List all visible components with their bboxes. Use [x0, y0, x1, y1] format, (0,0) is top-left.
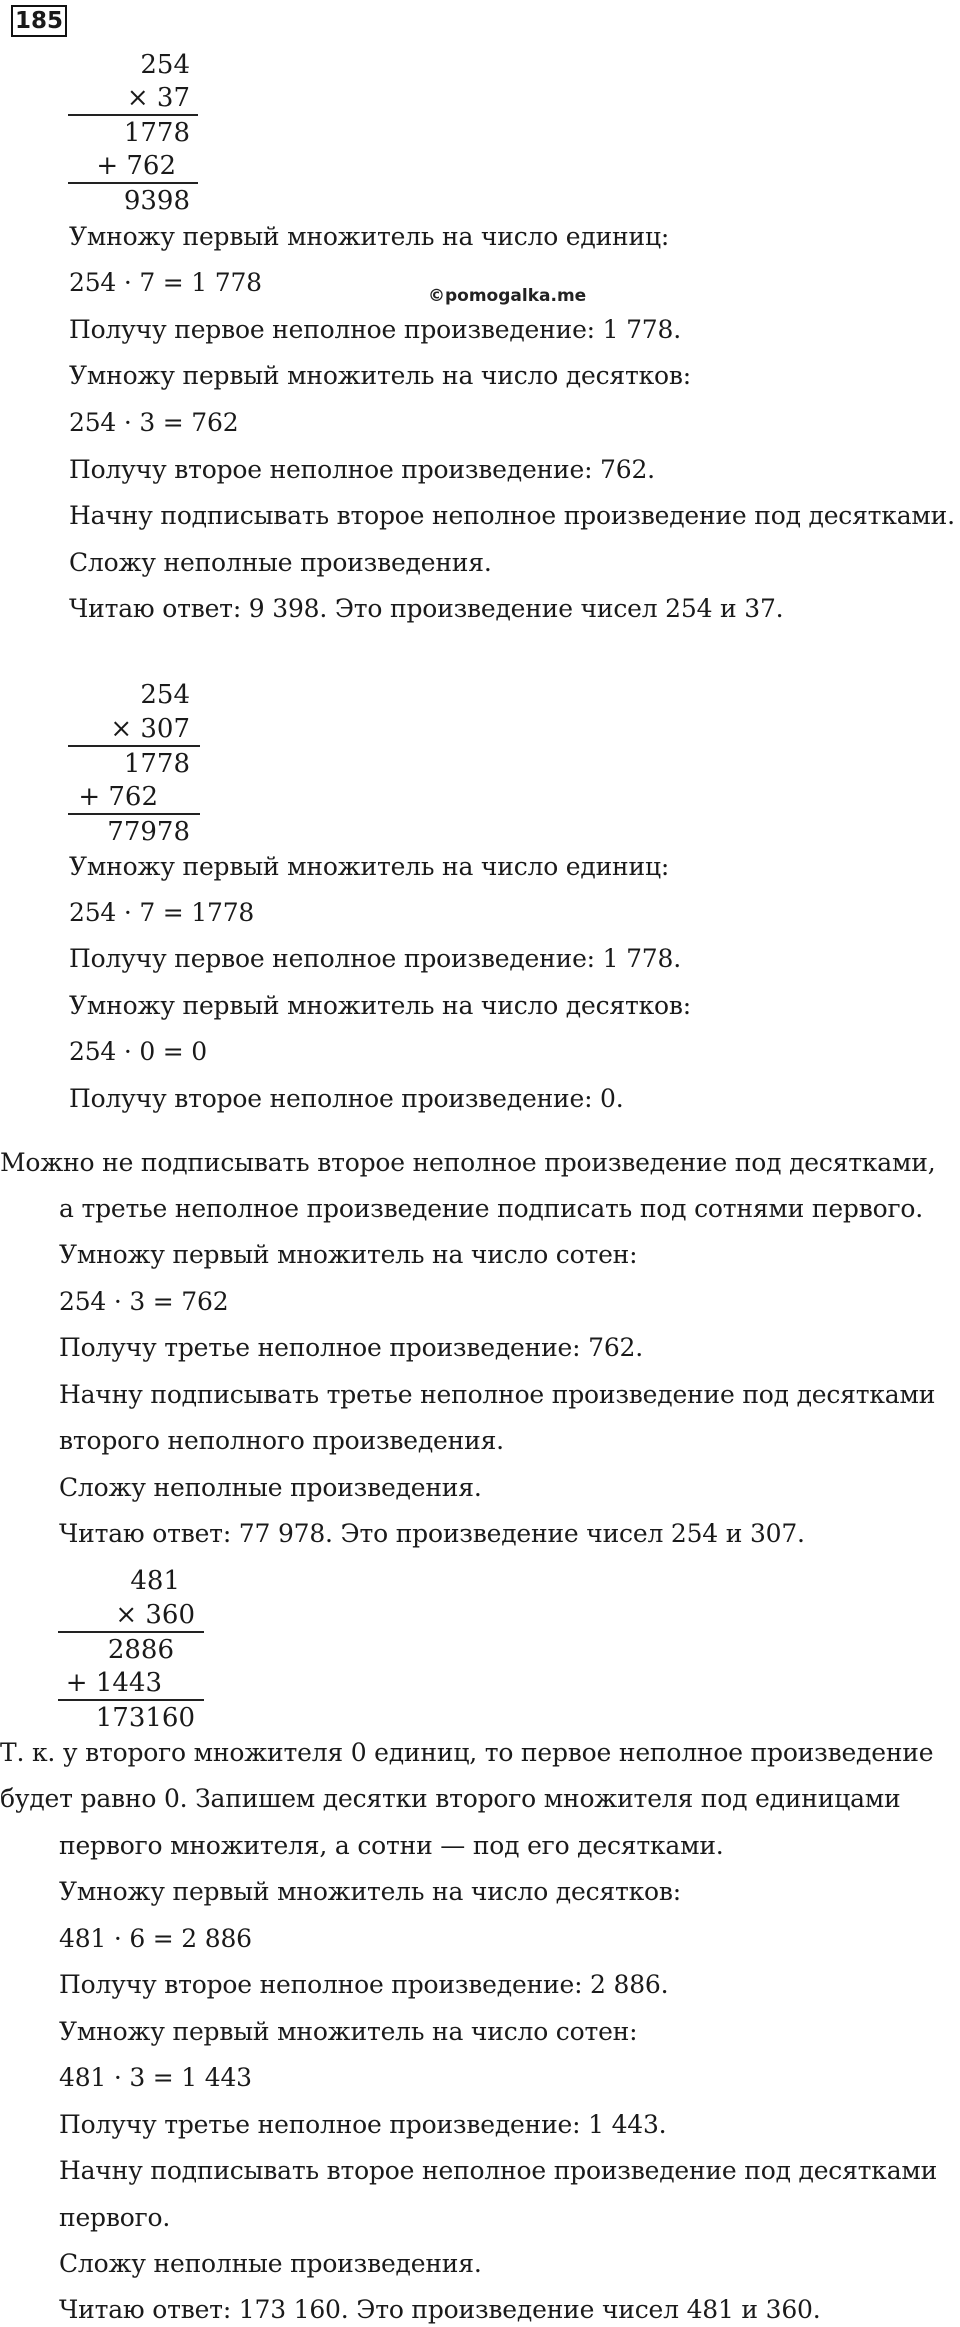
- text-line: 481 · 3 = 1 443: [59, 2063, 252, 2092]
- multiplier: × 307: [110, 714, 190, 744]
- multiplicand: 254: [140, 680, 190, 710]
- text-line: 254 · 7 = 1 778: [69, 268, 262, 297]
- watermark: ©pomogalka.me: [428, 286, 587, 306]
- text-line: 254 · 3 = 762: [59, 1287, 229, 1316]
- partial-product-2: + 762: [78, 782, 158, 812]
- text-line: Умножу первый множитель на число десятков:: [69, 991, 691, 1020]
- text-line: Получу второе неполное произведение: 2 886.: [59, 1970, 669, 1999]
- text-line: Получу третье неполное произведение: 762.: [59, 1333, 643, 1362]
- text-line: 254 · 7 = 1778: [69, 898, 255, 927]
- multiplicand: 254: [140, 50, 190, 80]
- text-line: 254 · 0 = 0: [69, 1037, 208, 1066]
- text-line: Умножу первый множитель на число десятков:: [69, 361, 691, 390]
- text-line: Можно не подписывать второе неполное произведение под десятками,: [0, 1148, 936, 1177]
- text-line: Начну подписывать третье неполное произведение под десятками: [59, 1380, 936, 1409]
- text-line: Получу первое неполное произведение: 1 778.: [69, 315, 681, 344]
- partial-product-1: 1778: [123, 749, 190, 779]
- text-line: Т. к. у второго множителя 0 единиц, то первое неполное произведение: [0, 1738, 934, 1767]
- text-line: Сложу неполные произведения.: [69, 548, 492, 577]
- product-result: 77978: [107, 817, 190, 847]
- text-line: Получу первое неполное произведение: 1 778.: [69, 944, 681, 973]
- text-line: Получу третье неполное произведение: 1 443.: [59, 2110, 667, 2139]
- text-line: Умножу первый множитель на число единиц:: [69, 852, 670, 881]
- text-line: Сложу неполные произведения.: [59, 1473, 482, 1502]
- multiplier: × 37: [126, 83, 190, 113]
- text-line: Читаю ответ: 77 978. Это произведение чисел 254 и 307.: [59, 1519, 805, 1548]
- partial-product-1: 2886: [107, 1635, 174, 1665]
- partial-product-2: + 1443: [65, 1668, 162, 1698]
- text-line: Сложу неполные произведения.: [59, 2249, 482, 2278]
- text-line: будет равно 0. Запишем десятки второго множителя под единицами: [0, 1784, 901, 1813]
- problem-number: 185: [11, 5, 67, 37]
- partial-product-1: 1778: [123, 118, 190, 148]
- text-line: Читаю ответ: 173 160. Это произведение чисел 481 и 360.: [59, 2295, 821, 2324]
- text-line: Умножу первый множитель на число сотен:: [59, 2017, 638, 2046]
- text-line: Умножу первый множитель на число единиц:: [69, 222, 670, 251]
- text-line: Начну подписывать второе неполное произведение под десятками: [59, 2156, 938, 2185]
- text-line: Начну подписывать второе неполное произведение под десятками.: [69, 501, 955, 530]
- product-result: 9398: [123, 186, 190, 216]
- text-line: Читаю ответ: 9 398. Это произведение чисел 254 и 37.: [69, 594, 784, 623]
- text-line: второго неполного произведения.: [59, 1426, 504, 1455]
- text-line: первого множителя, а сотни — под его десятками.: [59, 1831, 724, 1860]
- text-line: 254 · 3 = 762: [69, 408, 239, 437]
- text-line: Умножу первый множитель на число сотен:: [59, 1240, 638, 1269]
- product-result: 173160: [95, 1703, 195, 1733]
- text-line: Получу второе неполное произведение: 0.: [69, 1084, 624, 1113]
- multiplicand: 481: [130, 1566, 180, 1596]
- partial-product-2: + 762: [96, 151, 176, 181]
- text-line: 481 · 6 = 2 886: [59, 1924, 252, 1953]
- text-line: Умножу первый множитель на число десятков:: [59, 1877, 681, 1906]
- text-line: первого.: [59, 2203, 171, 2232]
- text-line: Получу второе неполное произведение: 762.: [69, 455, 655, 484]
- text-line: а третье неполное произведение подписать под сотнями первого.: [59, 1194, 923, 1223]
- multiplier: × 360: [115, 1600, 195, 1630]
